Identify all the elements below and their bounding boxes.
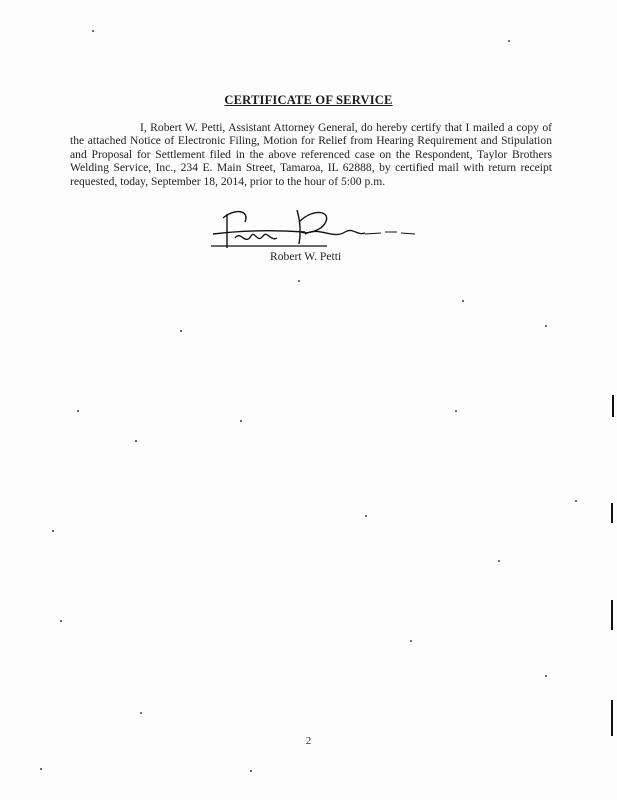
page-number: 2 [305, 735, 312, 747]
scan-speck [250, 770, 252, 772]
scan-speck [365, 515, 367, 517]
scan-speck [52, 530, 54, 532]
scan-speck [77, 410, 79, 412]
scan-mark [612, 395, 614, 417]
certificate-title: CERTIFICATE OF SERVICE [224, 93, 393, 107]
scan-speck [140, 712, 142, 714]
scan-speck [410, 640, 412, 642]
scan-speck [40, 768, 42, 770]
scan-speck [135, 440, 137, 442]
scan-speck [180, 330, 182, 332]
scan-speck [462, 300, 464, 302]
scan-mark [611, 600, 613, 630]
scan-speck [545, 325, 547, 327]
scan-speck [240, 420, 242, 422]
scan-mark [611, 700, 613, 736]
scan-speck [498, 560, 500, 562]
scan-speck [60, 620, 62, 622]
certificate-body-text: I, Robert W. Petti, Assistant Attorney General, do hereby certify that I mailed a copy of the attached Notice of Electronic Filing, Motion for Relief from Hearing Requirement and Stipulation and Proposal for Settlement filed in the above referenced case on the Respondent, Taylor Brothers Welding Service, Inc., 234 E. Main Street, Tamaroa, IL 62888, by certified mail with return receipt requested, today, September 18, 2014, prior to the hour of 5:00 p.m. [70, 121, 552, 188]
signatory-name: Robert W. Petti [270, 250, 342, 263]
scan-mark [611, 503, 613, 523]
scan-speck [545, 675, 547, 677]
scan-speck [575, 500, 577, 502]
scan-speck [298, 280, 300, 282]
scan-speck [92, 30, 94, 32]
certificate-body [70, 121, 552, 188]
scan-speck [508, 40, 510, 42]
scan-speck [455, 410, 457, 412]
